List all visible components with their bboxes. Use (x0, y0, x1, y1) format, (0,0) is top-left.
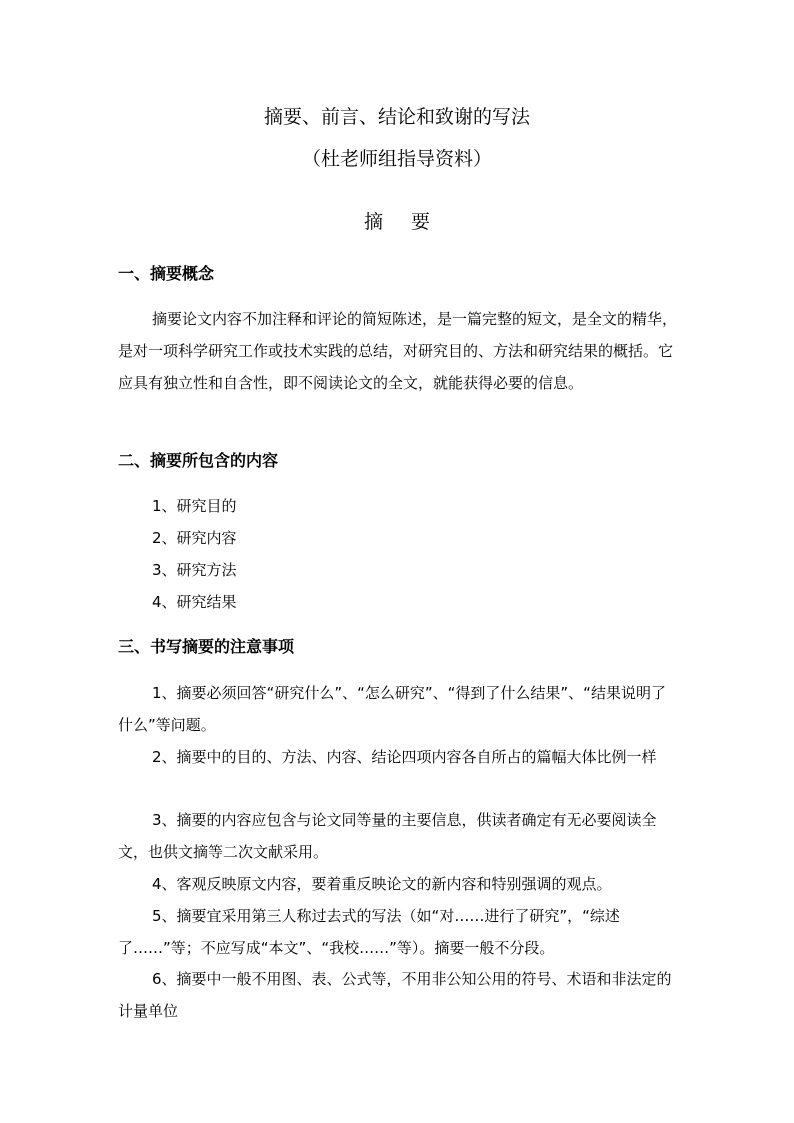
section-title-text: 摘要 (363, 211, 458, 233)
heading-writing-notes: 三、书写摘要的注意事项 (118, 637, 295, 656)
list-item: 3、研究方法 (152, 561, 237, 579)
list-item: 2、研究内容 (152, 529, 237, 547)
note-item: 2、摘要中的目的、方法、内容、结论四项内容各自所占的篇幅大体比例一样 (152, 748, 657, 766)
heading-abstract-contents: 二、摘要所包含的内容 (118, 451, 279, 470)
note-item: 1、摘要必须回答“研究什么”、“怎么研究”、“得到了什么结果”、“结果说明了什么”等问题。 (118, 684, 666, 734)
heading-abstract-concept: 一、摘要概念 (118, 264, 215, 283)
document-title: 摘要、前言、结论和致谢的写法 (263, 106, 530, 128)
note-item: 6、摘要中一般不用图、表、公式等，不用非公知公用的符号、术语和非法定的计量单位 (118, 970, 672, 1020)
note-item: 4、客观反映原文内容，要着重反映论文的新内容和特别强调的观点。 (152, 875, 612, 893)
note-item: 3、摘要的内容应包含与论文同等量的主要信息，供读者确定有无必要阅读全文，也供文摘等二次文献采用。 (118, 811, 657, 861)
abstract-concept-paragraph: 摘要论文内容不加注释和评论的简短陈述，是一篇完整的短文，是全文的精华，是对一项科学研究工作或技术实践的总结，对研究目的、方法和研究结果的概括。它应具有独立性和自含性，即不阅读论文的全文，就能获得必要的信息。 (118, 310, 678, 392)
section-title (0, 210, 794, 234)
note-item: 5、摘要宜采用第三人称过去式的写法（如“对……进行了研究”，“综述了……”等；不应写成“本文”、“我校……”等）。摘要一般不分段。 (118, 907, 620, 957)
document-subtitle: （杜老师组指导资料） (301, 148, 492, 170)
list-item: 4、研究结果 (152, 593, 237, 611)
list-item: 1、研究目的 (152, 497, 237, 515)
